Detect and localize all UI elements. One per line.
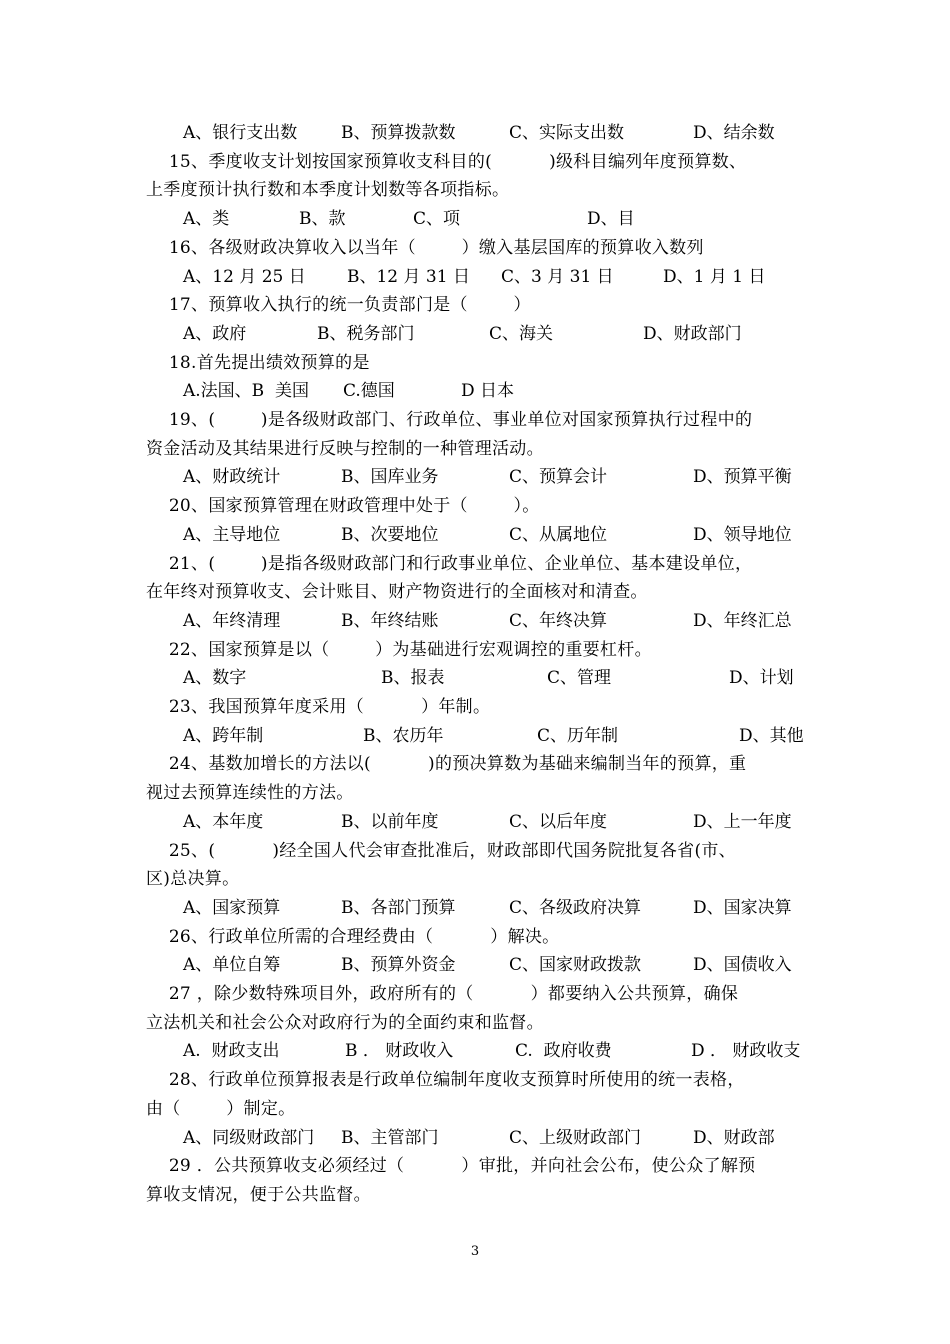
answer-option: B、12 月 31 日 [347,266,470,287]
question-text: 27 ，除少数特殊项目外，政府所有的（ ）都要纳入公共预算，确保 [146,984,739,1004]
answer-option: D、计划 [729,668,794,689]
answer-option: B、国库业务 [341,467,439,488]
answer-option: D、其他 [739,725,804,746]
question-text: 在年终对预算收支、会计账目、财产物资进行的全面核对和清查。 [146,582,648,603]
answer-option: A、国家预算 [183,897,281,918]
answer-options [183,463,823,491]
answer-option: C、上级财政部门 [509,1127,642,1148]
answer-option: D、财政部 [693,1127,775,1148]
answer-option: D、领导地位 [693,524,792,545]
answer-options [183,607,823,635]
answer-options [183,808,823,836]
question-text: 18.首先提出绩效预算的是 [146,352,370,373]
question-text: 21、( )是指各级财政部门和行政事业单位、企业单位、基本建设单位， [146,553,753,574]
answer-option: C、年终决算 [509,610,608,631]
answer-option: B、报表 [381,668,445,689]
answer-options [183,521,823,549]
answer-option: B、次要地位 [341,524,439,545]
answer-option: B、预算外资金 [341,955,456,976]
answer-option: B、款 [299,209,346,230]
answer-option: C、以后年度 [509,811,608,832]
answer-option: C、各级政府决算 [509,897,642,918]
answer-option: D、上一年度 [693,811,792,832]
answer-option: C、历年制 [537,725,619,746]
answer-option: A、主导地位 [183,524,281,545]
answer-option: A、数字 [183,668,247,689]
answer-option: C、海关 [489,323,554,344]
answer-option: B、主管部门 [341,1127,439,1148]
question-text: 17、预算收入执行的统一负责部门是（ ） [146,295,531,316]
answer-option: B、以前年度 [341,811,439,832]
question-text: 24、基数加增长的方法以( )的预决算数为基础来编制当年的预算，重 [146,754,747,775]
answer-options [183,205,823,233]
answer-option: D、预算平衡 [693,467,792,488]
answer-option: C、预算会计 [509,467,608,488]
answer-options [183,894,823,922]
answer-option: B、预算拨款数 [341,123,456,143]
answer-options [183,1037,823,1065]
answer-option: B、年终结账 [341,610,439,631]
answer-option: D、国债收入 [693,955,792,976]
answer-option: B、农历年 [363,725,444,746]
answer-option: C.德国 [343,381,395,402]
question-text: 23、我国预算年度采用（ ）年制。 [146,697,491,717]
answer-option: A、财政统计 [183,467,281,488]
answer-option: B ． 财政收入 [345,1041,454,1062]
answer-option: C、管理 [547,668,612,689]
question-text: 立法机关和社会公众对政府行为的全面约束和监督。 [146,1012,544,1033]
answer-options [183,320,823,348]
question-text: 20、国家预算管理在财政管理中处于（ ）。 [146,496,540,517]
answer-option: A、12 月 25 日 [183,266,306,287]
answer-options [183,722,823,750]
answer-option: C. 政府收费 [515,1041,612,1062]
answer-option: B、各部门预算 [341,897,456,918]
question-text: 区)总决算。 [146,869,240,890]
answer-option: A.法国、B 美国 [183,381,309,402]
answer-option: D、1 月 1 日 [663,266,766,287]
question-text: 15、季度收支计划按国家预算收支科目的( )级科目编列年度预算数、 [146,151,747,172]
answer-option: D、年终汇总 [693,610,792,631]
answer-option: D、结余数 [693,123,775,143]
answer-option: D 日本 [461,381,515,402]
answer-option: D、国家决算 [693,897,792,918]
answer-option: A. 财政支出 [183,1041,280,1062]
question-text: 资金活动及其结果进行反映与控制的一种管理活动。 [146,438,544,459]
question-text: 28、行政单位预算报表是行政单位编制年度收支预算时所使用的统一表格， [146,1070,745,1091]
answer-option: A、类 [183,209,230,230]
answer-option: C、项 [413,209,461,230]
answer-option: D ． 财政收支 [691,1041,801,1062]
question-text: 上季度预计执行数和本季度计划数等各项指标。 [146,180,510,201]
answer-option: C、3 月 31 日 [501,266,614,287]
answer-option: A、本年度 [183,811,264,832]
question-text: 25、( )经全国人代会审查批准后，财政部即代国务院批复各省(市、 [146,840,736,861]
answer-options [183,664,823,692]
page-number: 3 [470,1244,480,1259]
question-text: 19、( )是各级财政部门、行政单位、事业单位对国家预算执行过程中的 [146,410,753,430]
question-text: 视过去预算连续性的方法。 [146,783,354,804]
answer-options [183,951,823,979]
answer-option: A、政府 [183,323,247,344]
answer-option: A、同级财政部门 [183,1127,315,1148]
answer-options [183,377,823,405]
answer-option: C、实际支出数 [509,123,625,143]
answer-option: A、单位自筹 [183,955,281,976]
question-text: 16、各级财政决算收入以当年（ ）缴入基层国库的预算收入数列 [146,237,704,258]
question-text: 26、行政单位所需的合理经费由（ ）解决。 [146,926,560,947]
question-text: 29 ．公共预算收支必须经过（ ）审批，并向社会公布，使公众了解预 [146,1156,756,1177]
answer-options [183,119,823,147]
answer-option: C、国家财政拨款 [509,955,642,976]
answer-option: A、年终清理 [183,610,281,631]
question-text: 由（ ）制定。 [146,1098,296,1119]
answer-options [183,263,823,291]
question-text: 22、国家预算是以（ ）为基础进行宏观调控的重要杠杆。 [146,639,652,660]
answer-option: B、税务部门 [317,323,415,344]
answer-options [183,1124,823,1152]
answer-option: A、银行支出数 [183,123,298,143]
answer-option: D、财政部门 [643,323,742,344]
answer-option: D、目 [587,209,635,230]
answer-option: C、从属地位 [509,524,608,545]
question-text: 算收支情况，便于公共监督。 [146,1184,371,1205]
answer-option: A、跨年制 [183,725,264,746]
